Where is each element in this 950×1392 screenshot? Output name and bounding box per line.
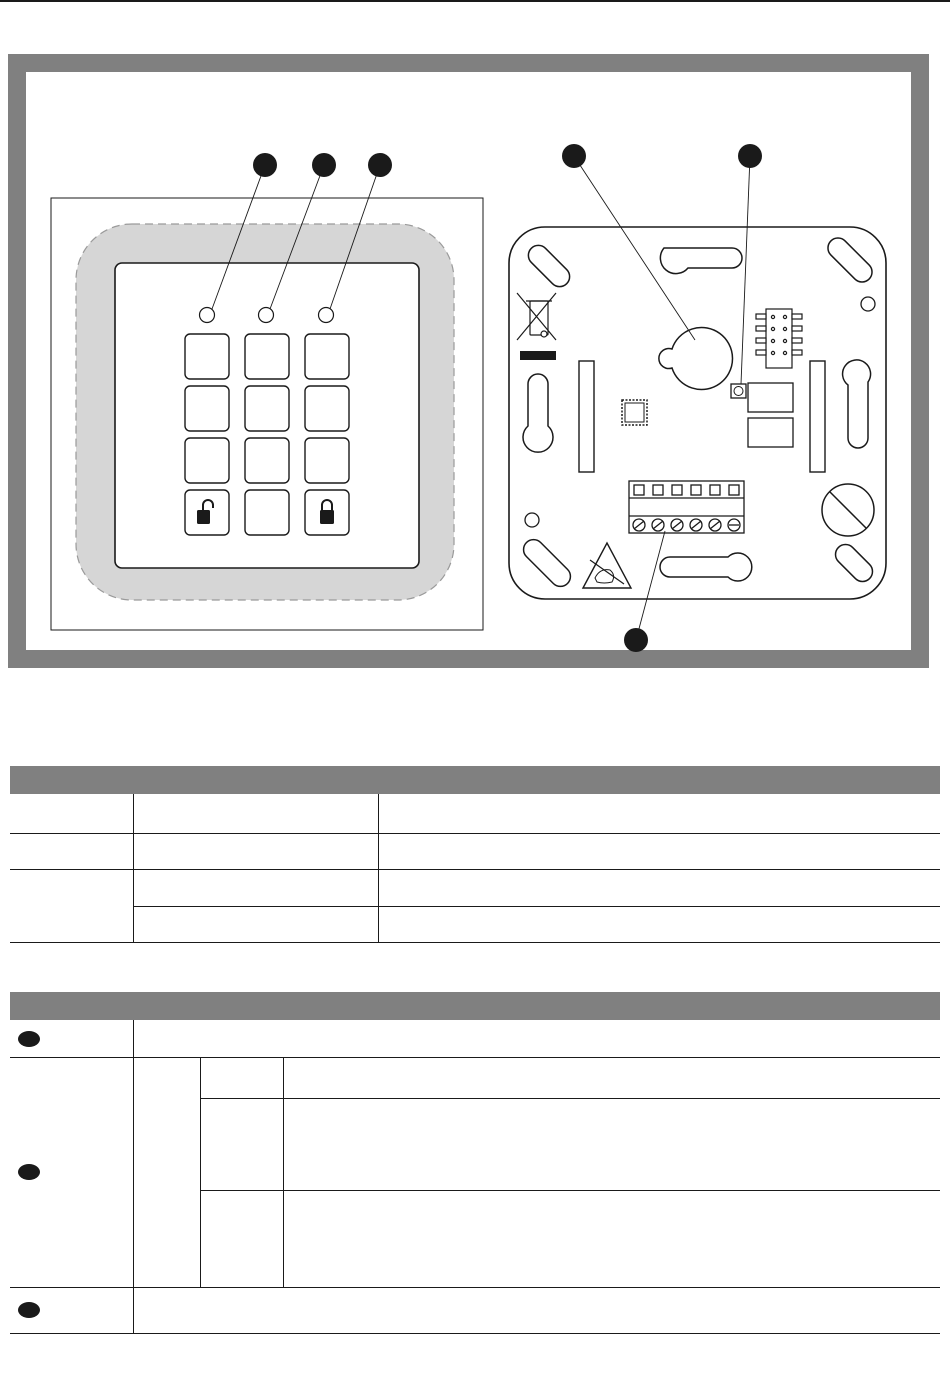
figure-frame [8,54,929,668]
side-connector-left [579,361,594,472]
table-header-cell [10,766,133,794]
table-cell [10,1287,133,1333]
top-rule [0,0,950,2]
side-connector-right [810,361,825,472]
keypad-key [185,386,229,431]
callout-marker-icon [253,153,277,177]
table-cell [283,1190,940,1287]
table-cell [133,1057,200,1287]
table-cell [378,906,940,942]
callout-marker-icon [18,1302,40,1318]
keypad-key [305,438,349,483]
keypad-key [245,334,289,379]
mounting-keyhole-left [523,374,553,452]
keypad-key [185,438,229,483]
table-cell [133,1020,940,1057]
spec-table-2 [10,992,940,1334]
table-cell [10,794,133,833]
table-cell [133,794,378,833]
callout-marker-icon [312,153,336,177]
table-header-cell [10,992,133,1020]
callout-marker-icon [562,144,586,168]
spec-table-1 [10,766,940,943]
callout-marker-icon [738,144,762,168]
table-cell [378,794,940,833]
table-cell [10,1057,133,1287]
table-cell [200,1057,283,1098]
mounting-keyhole-bottom [660,553,752,581]
keypad-led-middle [259,308,274,323]
keypad-key [245,386,289,431]
device-illustration [8,54,929,668]
callout-marker-icon [18,1031,40,1047]
table-cell [200,1098,283,1190]
table-cell [283,1098,940,1190]
table-row [10,1020,940,1057]
table-row [10,1287,940,1333]
table-cell [133,906,378,942]
table-cell [10,1020,133,1057]
table-cell [133,833,378,869]
keypad-key [245,438,289,483]
board-hole [861,297,875,311]
table-row [10,869,940,906]
table-header-cell [133,992,940,1020]
chip-body [625,403,644,422]
table-cell [133,1287,940,1333]
table-row [10,1057,940,1098]
keypad-led-left [200,308,215,323]
callout-marker-icon [368,153,392,177]
keypad-key [305,334,349,379]
programming-button-cap [734,387,743,396]
callout-marker-icon [624,628,648,652]
table-cell [10,833,133,869]
terminal-block [629,481,744,533]
keypad-led-right [319,308,334,323]
table-row [10,794,940,833]
table-row [10,906,940,942]
callout-marker-icon [18,1164,40,1180]
table-header-row [10,992,940,1020]
board-hole [525,513,539,527]
relay [748,383,793,412]
relay [748,418,793,447]
keypad-key [305,386,349,431]
table-row [10,833,940,869]
table-cell [133,869,378,906]
table-header-cell [378,766,940,794]
keypad-key [245,490,289,535]
table-cell [200,1190,283,1287]
table-cell [10,869,133,942]
table-cell [283,1057,940,1098]
table-cell [378,869,940,906]
table-header-row [10,766,940,794]
keypad-key [185,334,229,379]
table-cell [378,833,940,869]
table-header-cell [133,766,378,794]
